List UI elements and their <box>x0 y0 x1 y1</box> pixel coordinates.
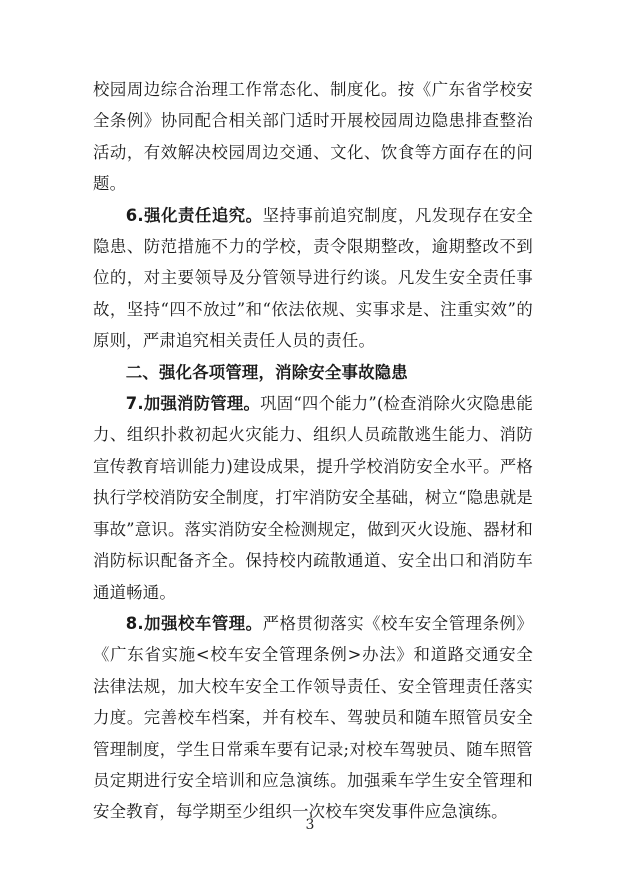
paragraph-item-6 <box>93 200 533 357</box>
item-6-body: 坚持事前追究制度，凡发现存在安全隐患、防范措施不力的学校，责令限期整改，逾期整改不到位的，对主要领导及分管领导进行约谈。凡发生安全责任事故，坚持“四不放过”和“依法依规、实事求是、注重实效”的原则，严肃追究相关责任人员的责任。 <box>93 205 534 351</box>
paragraph-item-8 <box>93 608 533 828</box>
section-2-heading: 二、强化各项管理，消除安全事故隐患 <box>125 362 408 382</box>
document-body <box>93 74 533 828</box>
item-8-title: 8.加强校车管理。 <box>125 613 263 633</box>
item-8-body: 严格贯彻落实《校车安全管理条例》《广东省实施<校车安全管理条例>办法》和道路交通安全法律法规，加大校车安全工作领导责任、安全管理责任落实力度。完善校车档案，并有校车、驾驶员和随车照管员安全管理制度，学生日常乘车要有记录;对校车驾驶员、随车照管员定期进行安全培训和应急演练。加强乘车学生安全管理和安全教育，每学期至少组织一次校车突发事件应急演练。 <box>93 613 534 822</box>
item-6-title: 6.强化责任追究。 <box>125 205 263 225</box>
item-7-body: 巩固“四个能力”(检查消除火灾隐患能力、组织扑救初起火灾能力、组织人员疏散逃生能力、消防宣传教育培训能力)建设成果，提升学校消防安全水平。严格执行学校消防安全制度，打牢消防安全基础，树立“隐患就是事故”意识。落实消防安全检测规定，做到灭火设施、器材和消防标识配备齐全。保持校内疏散通道、安全出口和消防车通道畅通。 <box>93 394 533 602</box>
page-number: 3 <box>305 817 315 833</box>
paragraph-intro: 校园周边综合治理工作常态化、制度化。按《广东省学校安全条例》协同配合相关部门适时开展校园周边隐患排查整治活动，有效解决校园周边交通、文化、饮食等方面存在的问题。 <box>93 80 533 194</box>
item-7-title: 7.加强消防管理。 <box>125 394 261 414</box>
paragraph-item-7 <box>93 388 533 608</box>
